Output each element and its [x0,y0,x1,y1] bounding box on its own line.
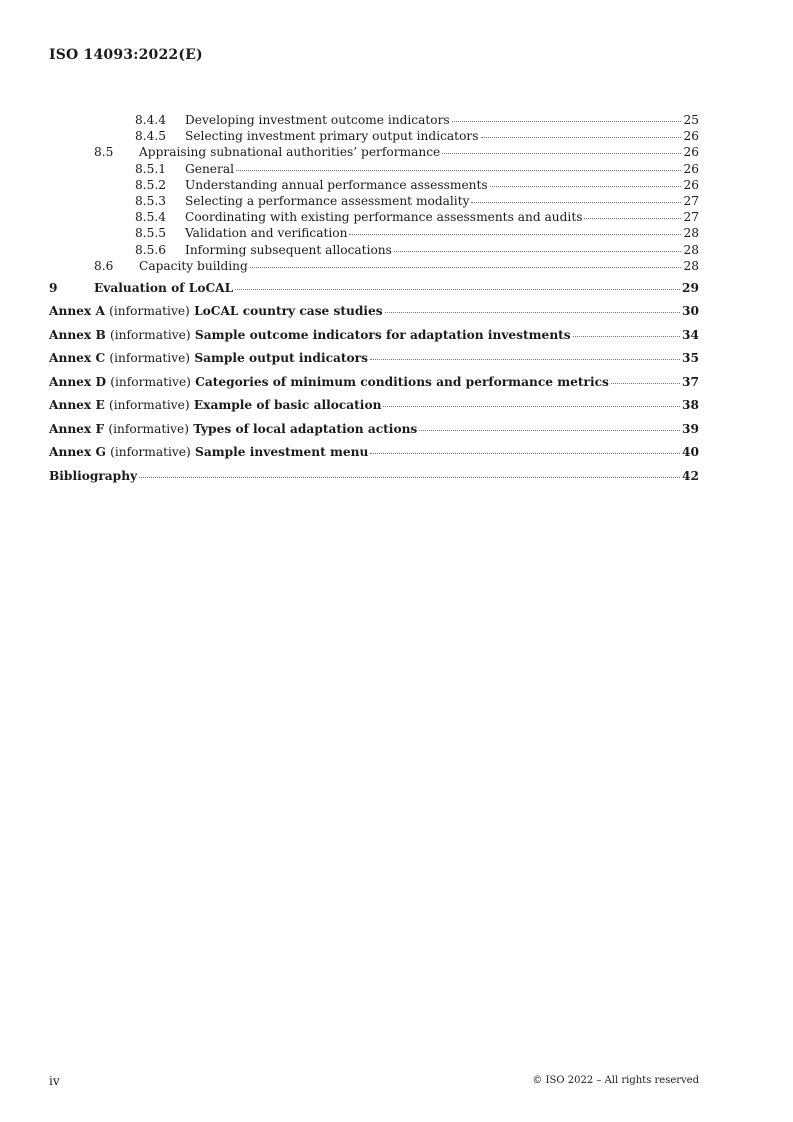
toc-entry-bibliography[interactable] [49,468,699,485]
dot-leader [584,218,681,219]
toc-entry-page: 27 [683,210,699,225]
toc-entry-8-5-3[interactable] [49,193,699,209]
annex-label: Annex A [49,304,105,319]
toc-entry-title: Understanding annual performance assessments [185,177,488,192]
toc-entry-page: 26 [683,161,699,176]
toc-entry-8-4-5[interactable] [49,128,699,144]
toc-entry-8-4-4[interactable] [49,112,699,128]
page-number: iv [49,1074,60,1088]
annex-type: (informative) [108,421,189,436]
toc-entry-number: 8.5.3 [135,194,167,209]
copyright-notice: © ISO 2022 – All rights reserved [532,1075,699,1086]
toc-entry-number: 8.4.5 [135,129,167,144]
annex-title: LoCAL country case studies [194,304,383,319]
toc-entry-page: 42 [682,468,699,483]
toc-entry-title: Selecting investment primary output indicators [185,129,479,144]
dot-leader [394,251,682,252]
dot-leader [611,383,680,384]
table-of-contents [49,112,699,484]
toc-entry-page: 28 [683,242,699,257]
toc-entry-page: 28 [683,226,699,241]
toc-entry-page: 39 [682,421,699,436]
toc-entry-page: 40 [682,445,699,460]
annex-type: (informative) [109,351,191,366]
annex-title: Sample output indicators [194,351,368,366]
toc-entry-page: 25 [683,113,699,127]
toc-entry-page: 26 [683,129,699,144]
toc-entry-8-5-6[interactable] [49,242,699,258]
annex-title: Categories of minimum conditions and performance metrics [195,374,609,389]
toc-entry-8-5-4[interactable] [49,209,699,225]
dot-leader [442,153,681,154]
toc-entry-title: Coordinating with existing performance assessments and audits [185,210,583,225]
toc-entry-annex-c[interactable] [49,350,699,367]
dot-leader [349,234,681,235]
toc-entry-title: Selecting a performance assessment modality [185,194,470,209]
toc-entry-8-6[interactable] [49,258,699,274]
toc-entry-annex-f[interactable] [49,421,699,438]
toc-entry-title: Evaluation of LoCAL [94,281,234,296]
toc-entry-title: Bibliography [49,468,138,483]
annex-type: (informative) [108,398,190,413]
annex-type: (informative) [109,304,190,319]
toc-entry-number: 8.5.2 [135,177,167,192]
annex-title: Types of local adaptation actions [193,421,418,436]
dot-leader [481,137,682,138]
dot-leader [236,170,681,171]
toc-entry-title: General [185,161,234,176]
toc-entry-8-5[interactable] [49,144,699,160]
annex-type: (informative) [110,445,191,460]
toc-entry-page: 35 [682,351,699,366]
annex-type: (informative) [110,327,191,342]
toc-entry-annex-a[interactable] [49,303,699,320]
toc-entry-number: 8.5 [94,145,114,160]
dot-leader [573,336,680,337]
toc-entry-clause-9[interactable] [49,280,699,296]
toc-entry-number: 8.5.1 [135,161,167,176]
dot-leader [383,406,680,407]
toc-entry-number: 8.5.6 [135,242,167,257]
toc-entry-page: 38 [682,398,699,413]
toc-entry-annex-d[interactable] [49,374,699,391]
toc-entry-8-5-2[interactable] [49,177,699,193]
dot-leader [471,202,681,203]
toc-entry-number: 9 [49,281,58,296]
toc-entry-page: 28 [683,258,699,273]
annex-title: Example of basic allocation [193,398,382,413]
toc-entry-number: 8.4.4 [135,113,167,127]
toc-entry-number: 8.5.5 [135,226,167,241]
toc-entry-annex-e[interactable] [49,397,699,414]
toc-entry-8-5-5[interactable] [49,225,699,241]
toc-entry-page: 26 [683,145,699,160]
annex-label: Annex D [49,374,107,389]
toc-entry-8-5-1[interactable] [49,161,699,177]
dot-leader [235,289,680,290]
toc-entry-title: Informing subsequent allocations [185,242,392,257]
dot-leader [370,453,680,454]
toc-entry-title: Developing investment outcome indicators [185,113,450,127]
toc-entry-page: 34 [682,327,699,342]
toc-entry-number: 8.5.4 [135,210,167,225]
dot-leader [419,430,680,431]
dot-leader [452,121,682,122]
dot-leader [385,312,680,313]
annex-label: Annex F [49,421,105,436]
toc-entry-page: 37 [682,374,699,389]
toc-entry-page: 26 [683,177,699,192]
annex-label: Annex C [49,351,106,366]
dot-leader [139,477,680,478]
toc-entry-page: 27 [683,194,699,209]
dot-leader [250,267,682,268]
annex-label: Annex E [49,398,105,413]
toc-entry-annex-g[interactable] [49,444,699,461]
toc-entry-title: Validation and verification [185,226,348,241]
toc-entry-number: 8.6 [94,258,114,273]
annex-type: (informative) [110,374,191,389]
annex-label: Annex G [49,445,106,460]
toc-entry-page: 29 [682,281,699,296]
toc-entry-title: Capacity building [139,258,248,273]
dot-leader [370,359,680,360]
annex-title: Sample outcome indicators for adaptation investments [194,327,571,342]
toc-entry-page: 30 [682,304,699,319]
annex-label: Annex B [49,327,106,342]
document-id-header: ISO 14093:2022(E) [49,47,203,63]
dot-leader [490,186,682,187]
toc-entry-title: Appraising subnational authorities’ performance [139,145,441,160]
toc-entry-annex-b[interactable] [49,327,699,344]
annex-title: Sample investment menu [195,445,369,460]
